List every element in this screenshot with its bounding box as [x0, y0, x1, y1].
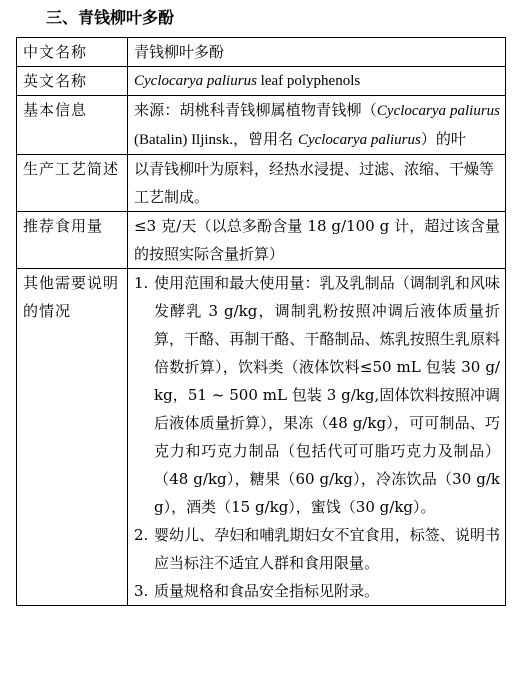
label-english-name: 英文名称	[17, 67, 128, 96]
value-process: 以青钱柳叶为原料，经热水浸提、过滤、浓缩、干燥等工艺制成。	[128, 155, 506, 212]
basic-info-mid: ，曾用名	[233, 130, 298, 148]
list-item-number: 2.	[134, 526, 149, 544]
list-item	[134, 269, 500, 521]
list-item	[134, 577, 500, 605]
basic-info-suffix: ）的叶	[420, 130, 466, 148]
section-heading: 三、青钱柳叶多酚	[46, 8, 175, 27]
value-basic-info	[128, 96, 506, 155]
value-english-name	[128, 67, 506, 96]
spec-table	[16, 37, 506, 606]
notes-list	[134, 269, 500, 605]
basic-info-latin-name: Cyclocarya paliurus	[376, 103, 500, 119]
row-other-notes	[17, 269, 506, 606]
english-name-rest: leaf polyphenols	[256, 73, 361, 89]
label-other-notes: 其他需要说明的情况	[17, 269, 128, 606]
label-chinese-name: 中文名称	[17, 38, 128, 67]
list-item	[134, 521, 500, 577]
basic-info-former-name: Cyclocarya paliurus	[297, 132, 421, 148]
row-dosage	[17, 212, 506, 269]
list-item-text: 质量规格和食品安全指标见附录。	[154, 582, 380, 600]
list-item-number: 3.	[134, 582, 149, 600]
value-dosage: ≤3 克/天（以总多酚含量 18 g/100 g 计，超过该含量的按照实际含量折算）	[128, 212, 506, 269]
row-english-name	[17, 67, 506, 96]
label-process: 生产工艺简述	[17, 155, 128, 212]
row-basic-info	[17, 96, 506, 155]
value-chinese-name: 青钱柳叶多酚	[128, 38, 506, 67]
list-item-text: 使用范围和最大使用量：乳及乳制品（调制乳和风味发酵乳 3 g/kg，调制乳粉按照冲调后液体质量折算，干酪、再制干酪、干酪制品、炼乳按照生乳原料倍数折算），饮料类（液体饮料≤50 mL 包装 30 g/kg，51 ~ 500 mL 包装 3 g/kg,固体饮料按照冲调后液体质量折算），果冻（48 g/kg），可可制品、巧克力和巧克力制品（包括代可可脂巧克力及制品）（48 g/kg），糖果（60 g/kg），冷冻饮品（30 g/kg），酒类（15 g/kg），蜜饯（30 g/kg）。	[154, 274, 500, 516]
basic-info-authority: (Batalin) Iljinsk.	[134, 132, 234, 148]
value-other-notes	[128, 269, 506, 606]
label-dosage: 推荐食用量	[17, 212, 128, 269]
row-chinese-name	[17, 38, 506, 67]
list-item-text: 婴幼儿、孕妇和哺乳期妇女不宜食用，标签、说明书应当标注不适宜人群和食用限量。	[154, 526, 500, 572]
list-item-number: 1.	[134, 274, 149, 292]
row-process	[17, 155, 506, 212]
english-name-latin: Cyclocarya paliurus	[134, 73, 257, 89]
basic-info-prefix: 来源：胡桃科青钱柳属植物青钱柳（	[134, 101, 377, 119]
label-basic-info: 基本信息	[17, 96, 128, 155]
